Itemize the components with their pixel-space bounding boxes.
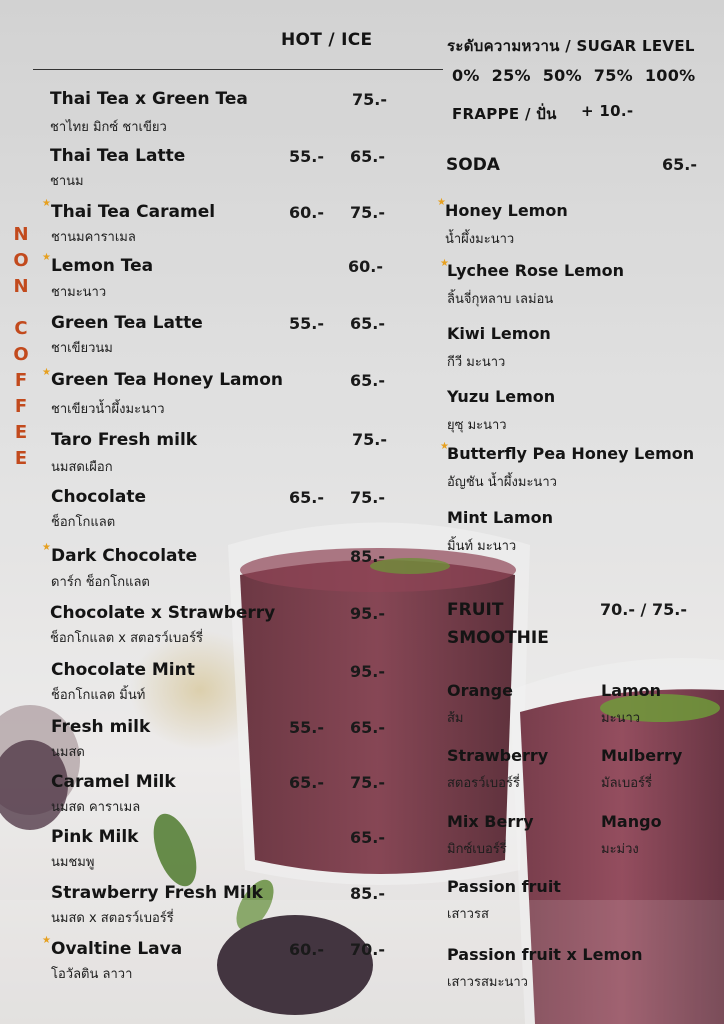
hot-ice-header: HOT / ICE — [281, 30, 373, 50]
soda-item-th: มิ้นท์ มะนาว — [447, 539, 517, 554]
item-name-th: นมชมพู — [51, 855, 95, 870]
ice-price: 75.- — [350, 773, 385, 792]
recommended-star-icon: ★ — [42, 198, 51, 209]
ice-price: 85.- — [350, 547, 385, 566]
item-name-en: Caramel Milk — [51, 772, 176, 792]
soda-item-th: ลิ้นจี่กุหลาบ เลม่อน — [447, 292, 554, 307]
soda-item-th: ยุซุ มะนาว — [447, 418, 507, 433]
soda-item-th: อัญชัน น้ำผึ้งมะนาว — [447, 475, 557, 490]
item-name-en: Thai Tea Caramel — [51, 202, 216, 222]
smoothie-title-line1: FRUIT — [447, 600, 504, 620]
ice-price: 75.- — [352, 90, 387, 109]
soda-item-en: Kiwi Lemon — [447, 324, 551, 343]
ice-price: 70.- — [350, 940, 385, 959]
non-coffee-side-label — [10, 222, 32, 472]
smoothie-title-line2: SMOOTHIE — [447, 628, 549, 648]
recommended-star-icon: ★ — [42, 542, 51, 553]
frappe-price: + 10.- — [581, 102, 634, 120]
soda-item-th: น้ำผึ้งมะนาว — [445, 232, 515, 247]
ice-price: 95.- — [350, 662, 385, 681]
smoothie-item-th: เสาวรสมะนาว — [447, 975, 528, 990]
recommended-star-icon: ★ — [440, 441, 449, 452]
item-name-th: ช็อกโกแลต — [51, 515, 116, 530]
ice-price: 65.- — [350, 147, 385, 166]
smoothie-item-th: มะนาว — [601, 711, 641, 726]
smoothie-item-en: Orange — [447, 681, 513, 700]
item-name-th: ช็อกโกแลต มิ้นท์ — [51, 688, 146, 703]
frappe-label: FRAPPE / ปั่น — [452, 105, 557, 123]
hot-price: 60.- — [289, 203, 324, 222]
soda-item-en: Yuzu Lemon — [447, 387, 556, 406]
hot-price: 55.- — [289, 147, 324, 166]
item-name-th: ชาไทย มิกซ์ ชาเขียว — [50, 120, 167, 135]
item-name-en: Green Tea Honey Lamon — [51, 370, 284, 390]
item-name-en: Thai Tea x Green Tea — [50, 89, 248, 109]
side-letter: N — [13, 224, 29, 245]
soda-item-en: Butterfly Pea Honey Lemon — [447, 444, 695, 463]
item-name-en: Fresh milk — [51, 717, 151, 737]
side-letter: O — [13, 250, 29, 271]
item-name-en: Chocolate x Strawberry — [50, 603, 276, 623]
ice-price: 75.- — [350, 488, 385, 507]
smoothie-item-en: Mango — [601, 812, 662, 831]
smoothie-item-en: Mulberry — [601, 746, 683, 765]
hot-price: 55.- — [289, 314, 324, 333]
item-name-th: นมสด x สตอรว์เบอร์รี่ — [51, 911, 174, 926]
item-name-th: ชามะนาว — [51, 285, 107, 300]
smoothie-item-en: Passion fruit x Lemon — [447, 945, 643, 964]
recommended-star-icon: ★ — [437, 197, 446, 208]
smoothie-price: 70.- / 75.- — [600, 600, 687, 619]
hot-price: 60.- — [289, 940, 324, 959]
smoothie-item-th: มิกซ์เบอร์รี่ — [447, 842, 507, 857]
hot-price: 55.- — [289, 718, 324, 737]
smoothie-item-th: ส้ม — [447, 711, 464, 726]
soda-item-en: Mint Lamon — [447, 508, 554, 527]
item-name-th: ชานม — [50, 174, 84, 189]
soda-item-en: Honey Lemon — [445, 201, 568, 220]
side-letter: O — [13, 344, 29, 365]
side-letter: E — [14, 448, 28, 469]
item-name-en: Lemon Tea — [51, 256, 154, 276]
smoothie-item-th: มัลเบอร์รี่ — [601, 776, 653, 791]
item-name-en: Ovaltine Lava — [51, 939, 183, 959]
ice-price: 65.- — [350, 371, 385, 390]
smoothie-item-en: Passion fruit — [447, 877, 561, 896]
item-name-th: ชานมคาราเมล — [51, 230, 136, 245]
item-name-en: Pink Milk — [51, 827, 139, 847]
item-name-th: ดาร์ก ช็อกโกแลต — [51, 575, 150, 590]
item-name-en: Chocolate — [51, 487, 146, 507]
recommended-star-icon: ★ — [42, 367, 51, 378]
ice-price: 65.- — [350, 828, 385, 847]
ice-price: 85.- — [350, 884, 385, 903]
item-name-th: ชาเขียวน้ำผึ้งมะนาว — [51, 402, 165, 417]
item-name-en: Thai Tea Latte — [50, 146, 186, 166]
item-name-en: Chocolate Mint — [51, 660, 195, 680]
smoothie-item-th: มะม่วง — [601, 842, 639, 857]
recommended-star-icon: ★ — [42, 935, 51, 946]
ice-price: 75.- — [352, 430, 387, 449]
ice-price: 75.- — [350, 203, 385, 222]
recommended-star-icon: ★ — [42, 252, 51, 263]
side-letter: E — [14, 422, 28, 443]
item-name-en: Dark Chocolate — [51, 546, 198, 566]
hot-price: 65.- — [289, 488, 324, 507]
item-name-en: Green Tea Latte — [51, 313, 203, 333]
sugar-level-options: 0% 25% 50% 75% 100% — [452, 66, 696, 85]
side-letter: N — [13, 276, 29, 297]
item-name-en: Strawberry Fresh Milk — [51, 883, 263, 903]
smoothie-item-th: เสาวรส — [447, 907, 489, 922]
smoothie-item-en: Lamon — [601, 681, 662, 700]
item-name-th: ช็อกโกแลต x สตอรว์เบอร์รี่ — [50, 631, 204, 646]
smoothie-item-en: Strawberry — [447, 746, 549, 765]
item-name-th: โอวัลติน ลาวา — [51, 967, 133, 982]
smoothie-item-th: สตอรว์เบอร์รี่ — [447, 776, 520, 791]
soda-item-th: กีวี มะนาว — [447, 355, 506, 370]
side-letter: F — [14, 370, 28, 391]
smoothie-item-en: Mix Berry — [447, 812, 534, 831]
side-letter: C — [14, 318, 28, 339]
item-name-th: นมสดเผือก — [51, 460, 113, 475]
item-name-en: Taro Fresh milk — [51, 430, 198, 450]
soda-item-en: Lychee Rose Lemon — [447, 261, 625, 280]
item-name-th: นมสด — [51, 745, 85, 760]
soda-price: 65.- — [662, 155, 697, 174]
hot-price: 65.- — [289, 773, 324, 792]
ice-price: 95.- — [350, 604, 385, 623]
ice-price: 65.- — [350, 314, 385, 333]
sugar-level-title: ระดับความหวาน / SUGAR LEVEL — [447, 37, 695, 55]
soda-title: SODA — [446, 155, 500, 175]
ice-price: 60.- — [348, 257, 383, 276]
recommended-star-icon: ★ — [440, 258, 449, 269]
side-letter: F — [14, 396, 28, 417]
item-name-th: ชาเขียวนม — [51, 341, 113, 356]
ice-price: 65.- — [350, 718, 385, 737]
item-name-th: นมสด คาราเมล — [51, 800, 141, 815]
header-divider — [33, 69, 443, 70]
